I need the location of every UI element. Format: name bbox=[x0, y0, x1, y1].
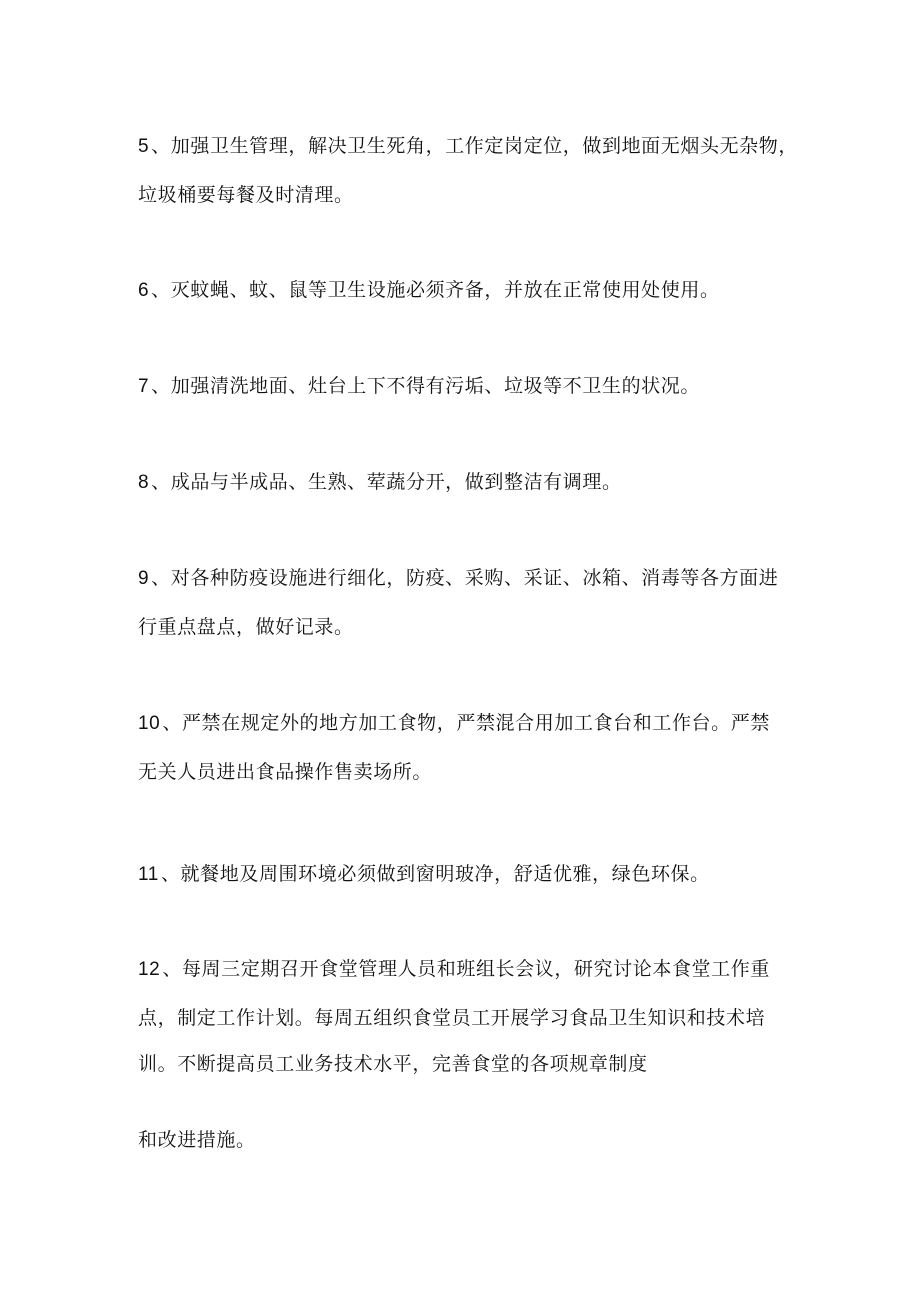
item-text: 垃圾桶要每餐及时清理。 bbox=[138, 184, 354, 206]
item-number: 6 bbox=[138, 280, 150, 301]
item-number: 8 bbox=[138, 472, 150, 493]
item-12-line-3 bbox=[138, 1052, 648, 1076]
item-number: 11 bbox=[138, 864, 159, 885]
item-text: 、灭蚊蝇、蚊、鼠等卫生设施必须齐备，并放在正常使用处使用。 bbox=[151, 279, 720, 301]
item-5-line-2 bbox=[138, 183, 354, 207]
item-7-line-1 bbox=[138, 374, 700, 399]
item-9-line-2 bbox=[138, 615, 354, 639]
item-text: 、每周三定期召开食堂管理人员和班组长会议，研究讨论本食堂工作重 bbox=[162, 958, 770, 980]
item-text: 行重点盘点，做好记录。 bbox=[138, 616, 354, 638]
item-10-line-1 bbox=[138, 711, 770, 736]
item-12-line-2 bbox=[138, 1006, 765, 1030]
item-6-line-1 bbox=[138, 278, 720, 303]
item-text: 、加强卫生管理，解决卫生死角，工作定岗定位，做到地面无烟头无杂物， bbox=[151, 135, 798, 157]
item-5-line-1 bbox=[138, 134, 798, 159]
item-11-line-1 bbox=[138, 862, 710, 887]
item-text: 、加强清洗地面、灶台上下不得有污垢、垃圾等不卫生的状况。 bbox=[151, 375, 700, 397]
item-number: 5 bbox=[138, 136, 150, 157]
item-text: 、对各种防疫设施进行细化，防疫、采购、采证、冰箱、消毒等各方面进 bbox=[151, 567, 779, 589]
item-text: 无关人员进出食品操作售卖场所。 bbox=[138, 761, 433, 783]
item-12-line-4 bbox=[138, 1128, 256, 1152]
item-text: 、就餐地及周围环境必须做到窗明玻净，舒适优雅，绿色环保。 bbox=[160, 863, 710, 885]
item-text: 、成品与半成品、生熟、荤蔬分开，做到整洁有调理。 bbox=[151, 471, 622, 493]
item-number: 10 bbox=[138, 713, 161, 734]
item-12-line-1 bbox=[138, 957, 770, 982]
item-8-line-1 bbox=[138, 470, 622, 495]
item-text: 点，制定工作计划。每周五组织食堂员工开展学习食品卫生知识和技术培 bbox=[138, 1007, 766, 1029]
item-text: 和改进措施。 bbox=[138, 1129, 256, 1151]
item-number: 7 bbox=[138, 376, 150, 397]
item-number: 12 bbox=[138, 959, 161, 980]
item-10-line-2 bbox=[138, 760, 432, 784]
item-9-line-1 bbox=[138, 566, 778, 591]
item-text: 训。不断提高员工业务技术水平，完善食堂的各项规章制度 bbox=[138, 1053, 648, 1075]
item-number: 9 bbox=[138, 568, 150, 589]
item-text: 、严禁在规定外的地方加工食物，严禁混合用加工食台和工作台。严禁 bbox=[162, 712, 770, 734]
